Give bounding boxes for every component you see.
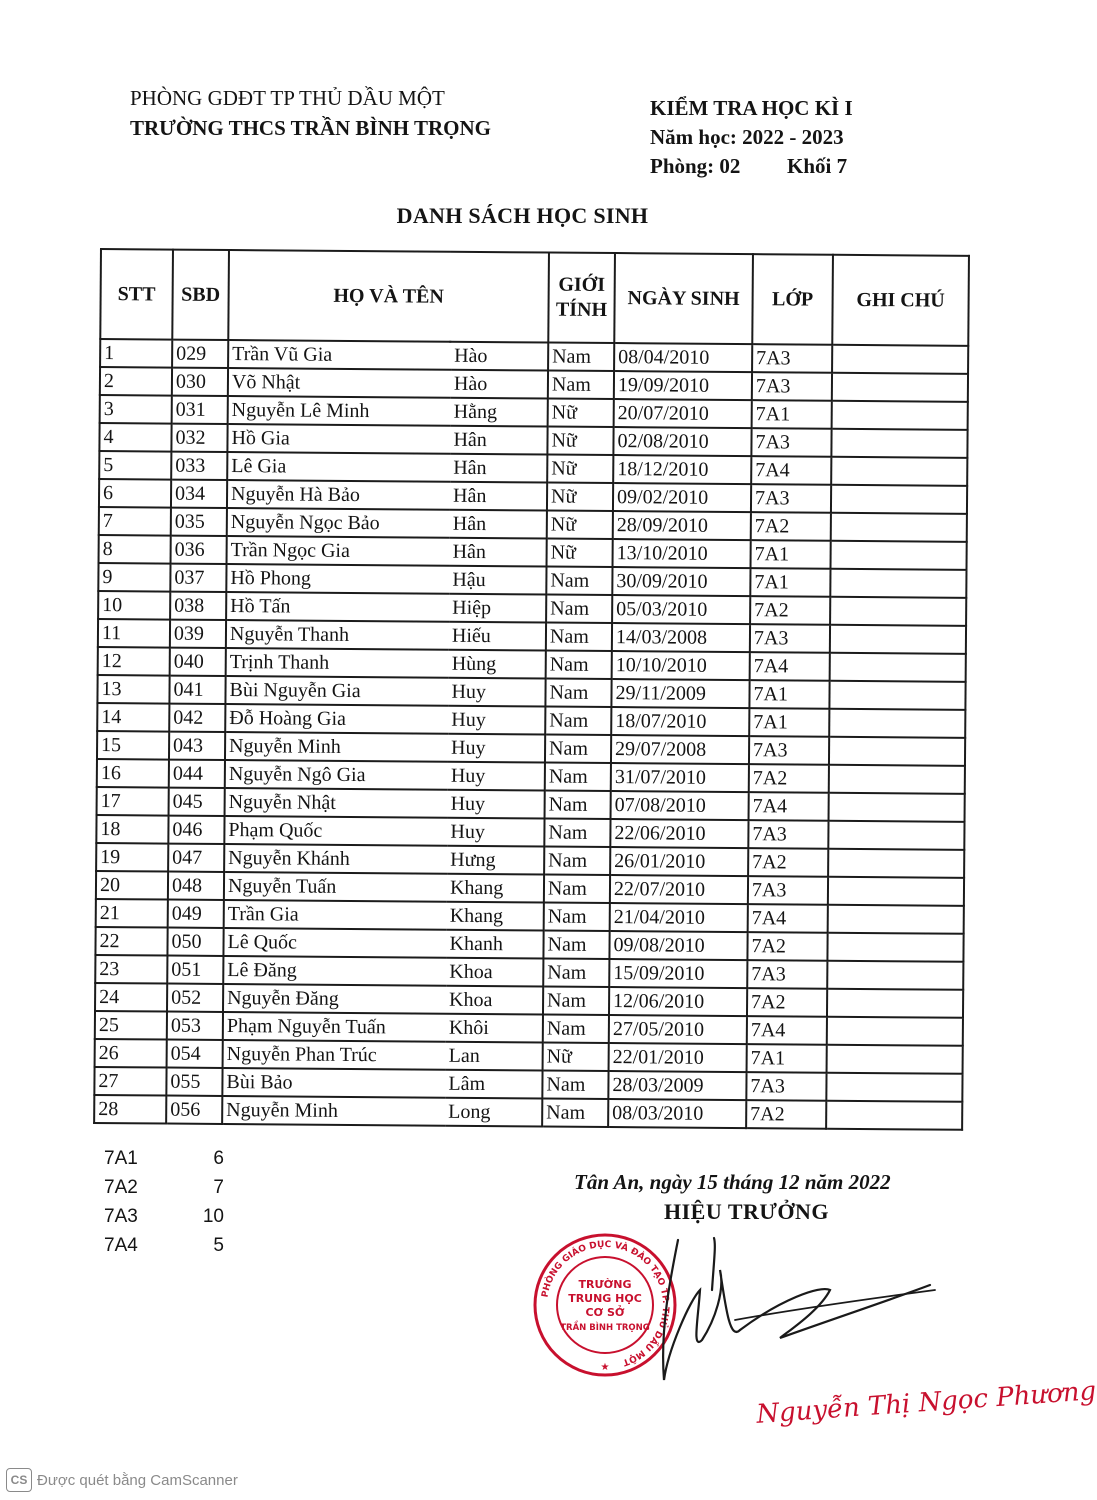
cell-sbd: 030 <box>172 368 228 396</box>
cell-dob: 18/12/2010 <box>613 455 751 484</box>
cell-note <box>832 401 968 430</box>
cell-last-middle-name: Nguyễn Nhật <box>225 788 447 818</box>
cell-sbd: 031 <box>172 396 228 424</box>
signer-title: HIỆU TRƯỞNG <box>664 1199 830 1224</box>
cell-last-middle-name: Nguyễn Thanh <box>226 620 448 650</box>
cell-note <box>830 569 966 598</box>
cell-gender: Nữ <box>547 483 613 512</box>
cell-first-name: Khang <box>446 874 544 903</box>
cell-last-middle-name: Trần Gia <box>224 900 446 930</box>
cell-last-middle-name: Trần Vũ Gia <box>228 340 450 370</box>
summary-count: 5 <box>213 1235 224 1256</box>
cell-sbd: 039 <box>170 620 226 648</box>
cell-note <box>831 429 967 458</box>
student-roster-wrapper <box>93 248 968 1131</box>
cell-note <box>829 765 965 794</box>
cell-last-middle-name: Bùi Bảo <box>222 1068 444 1098</box>
cell-sbd: 043 <box>169 732 225 760</box>
cell-gender: Nam <box>544 819 610 848</box>
cell-gender: Nam <box>544 903 610 932</box>
cell-sbd: 055 <box>166 1068 222 1096</box>
cell-note <box>828 821 964 850</box>
seal-line-4: TRẦN BÌNH TRỌNG <box>560 1323 650 1333</box>
cell-dob: 02/08/2010 <box>613 427 751 456</box>
cell-last-middle-name: Đỗ Hoàng Gia <box>225 704 447 734</box>
cell-dob: 13/10/2010 <box>613 539 751 568</box>
seal-line-1: TRƯỜNG <box>578 1278 632 1291</box>
summary-count: 10 <box>202 1206 224 1227</box>
header-note: GHI CHÚ <box>832 255 969 346</box>
cell-note <box>829 681 965 710</box>
cell-gender: Nữ <box>547 539 613 568</box>
cell-gender: Nam <box>548 343 614 372</box>
cell-stt: 5 <box>99 451 171 480</box>
cell-first-name: Huy <box>447 706 545 735</box>
cell-sbd: 033 <box>171 452 227 480</box>
cell-stt: 20 <box>96 871 168 900</box>
cell-sbd: 037 <box>170 564 226 592</box>
cell-gender: Nữ <box>547 427 613 456</box>
cell-stt: 25 <box>95 1011 167 1040</box>
cell-first-name: Khoa <box>445 958 543 987</box>
cell-note <box>828 849 964 878</box>
cell-sbd: 041 <box>169 676 225 704</box>
seal-line-3: CƠ SỞ <box>585 1306 625 1319</box>
summary-count: 6 <box>213 1148 224 1169</box>
seal-ring-text: PHÒNG GIÁO DỤC VÀ ĐÀO TẠO TP. THỦ DẦU MỘT <box>540 1239 671 1368</box>
document-title: DANH SÁCH HỌC SINH <box>396 203 649 228</box>
cell-class: 7A1 <box>751 540 831 569</box>
cell-note <box>828 905 964 934</box>
summary-row <box>104 1148 244 1177</box>
cell-last-middle-name: Lê Quốc <box>223 928 445 958</box>
cell-note <box>830 653 966 682</box>
cell-dob: 28/09/2010 <box>613 511 751 540</box>
place-and-date: Tân An, ngày 15 tháng 12 năm 2022 <box>574 1170 891 1194</box>
cell-stt: 19 <box>96 843 168 872</box>
cell-first-name: Huy <box>447 734 545 763</box>
cell-gender: Nữ <box>547 455 613 484</box>
cell-class: 7A4 <box>748 904 828 933</box>
cell-first-name: Khang <box>446 902 544 931</box>
cell-gender: Nam <box>543 987 609 1016</box>
cell-class: 7A1 <box>749 680 829 709</box>
cell-stt: 4 <box>99 423 171 452</box>
cell-stt: 21 <box>96 899 168 928</box>
cell-class: 7A3 <box>752 344 832 373</box>
cell-class: 7A4 <box>747 1016 827 1045</box>
cell-first-name: Hùng <box>448 650 546 679</box>
cell-class: 7A2 <box>747 932 827 961</box>
cell-gender: Nam <box>542 1071 608 1100</box>
cell-last-middle-name: Nguyễn Khánh <box>224 844 446 874</box>
department-name: PHÒNG GDĐT TP THỦ DẦU MỘT <box>130 86 445 110</box>
cell-dob: 22/07/2010 <box>610 875 748 904</box>
cell-gender: Nam <box>545 679 611 708</box>
cell-last-middle-name: Nguyễn Phan Trúc <box>223 1040 445 1070</box>
cell-stt: 26 <box>95 1039 167 1068</box>
cell-class: 7A3 <box>751 484 831 513</box>
cell-sbd: 038 <box>170 592 226 620</box>
cell-first-name: Lan <box>445 1042 543 1071</box>
cell-dob: 28/03/2009 <box>608 1071 746 1100</box>
cell-sbd: 052 <box>167 984 223 1012</box>
cell-last-middle-name: Nguyễn Tuấn <box>224 872 446 902</box>
cell-gender: Nam <box>546 651 612 680</box>
cell-stt: 23 <box>95 955 167 984</box>
cell-dob: 29/07/2008 <box>611 735 749 764</box>
cell-gender: Nam <box>544 875 610 904</box>
cell-note <box>832 345 968 374</box>
cell-gender: Nam <box>543 959 609 988</box>
cell-last-middle-name: Hồ Gia <box>227 424 449 454</box>
cell-sbd: 036 <box>171 536 227 564</box>
cell-last-middle-name: Nguyễn Lê Minh <box>228 396 450 426</box>
grade-level: Khối 7 <box>787 154 848 178</box>
cell-class: 7A2 <box>751 512 831 541</box>
cell-first-name: Hưng <box>446 846 544 875</box>
cell-stt: 13 <box>97 675 169 704</box>
cell-note <box>829 793 965 822</box>
table-body <box>94 339 968 1130</box>
cell-first-name: Hiếu <box>448 622 546 651</box>
cell-class: 7A2 <box>746 1100 826 1129</box>
cell-note <box>826 1073 962 1102</box>
cell-dob: 26/01/2010 <box>610 847 748 876</box>
class-summary <box>104 1148 244 1264</box>
cell-gender: Nam <box>545 791 611 820</box>
student-roster-table <box>93 248 970 1131</box>
cell-sbd: 040 <box>170 648 226 676</box>
cell-dob: 22/06/2010 <box>610 819 748 848</box>
header-gender-line2: TÍNH <box>555 298 608 321</box>
cell-class: 7A1 <box>749 708 829 737</box>
cell-class: 7A4 <box>751 456 831 485</box>
cell-stt: 17 <box>97 787 169 816</box>
cell-first-name: Hằng <box>450 398 548 427</box>
cell-gender: Nam <box>543 931 609 960</box>
cell-dob: 08/04/2010 <box>614 343 752 372</box>
summary-class: 7A3 <box>104 1206 138 1227</box>
cell-dob: 19/09/2010 <box>614 371 752 400</box>
cell-sbd: 044 <box>169 760 225 788</box>
header-sbd: SBD <box>172 250 229 340</box>
cell-last-middle-name: Nguyễn Minh <box>222 1096 444 1126</box>
cell-last-middle-name: Hồ Tấn <box>226 592 448 622</box>
cell-dob: 09/02/2010 <box>613 483 751 512</box>
cell-dob: 05/03/2010 <box>612 595 750 624</box>
header-dob: NGÀY SINH <box>614 253 753 344</box>
cell-last-middle-name: Phạm Quốc <box>224 816 446 846</box>
cell-class: 7A1 <box>747 1044 827 1073</box>
cell-stt: 12 <box>98 647 170 676</box>
cell-first-name: Hân <box>449 510 547 539</box>
summary-row <box>104 1206 244 1235</box>
cell-sbd: 035 <box>171 508 227 536</box>
cell-sbd: 045 <box>169 788 225 816</box>
cell-first-name: Lâm <box>444 1070 542 1099</box>
cell-sbd: 048 <box>168 872 224 900</box>
cell-class: 7A3 <box>752 372 832 401</box>
cell-class: 7A2 <box>749 764 829 793</box>
cell-note <box>831 485 967 514</box>
cell-gender: Nam <box>544 847 610 876</box>
cell-class: 7A3 <box>751 428 831 457</box>
cell-first-name: Hậu <box>448 566 546 595</box>
cell-gender: Nam <box>545 707 611 736</box>
cell-stt: 27 <box>94 1067 166 1096</box>
table-row <box>94 1095 962 1130</box>
cell-stt: 24 <box>95 983 167 1012</box>
scanner-watermark <box>6 1468 238 1492</box>
cell-first-name: Hân <box>449 454 547 483</box>
cell-last-middle-name: Trịnh Thanh <box>226 648 448 678</box>
cell-note <box>829 709 965 738</box>
header-full-name: HỌ VÀ TÊN <box>228 250 549 343</box>
cell-gender: Nam <box>546 567 612 596</box>
header-gender <box>548 253 615 344</box>
cell-stt: 1 <box>100 339 172 368</box>
cell-dob: 09/08/2010 <box>609 931 747 960</box>
cell-last-middle-name: Phạm Nguyễn Tuấn <box>223 1012 445 1042</box>
cell-gender: Nam <box>546 595 612 624</box>
cell-gender: Nam <box>548 371 614 400</box>
cell-gender: Nữ <box>548 399 614 428</box>
cell-sbd: 032 <box>171 424 227 452</box>
cell-first-name: Hân <box>449 538 547 567</box>
cell-class: 7A3 <box>748 820 828 849</box>
summary-count: 7 <box>213 1177 224 1198</box>
cell-sbd: 054 <box>167 1040 223 1068</box>
handwritten-signature <box>630 1230 940 1400</box>
cell-last-middle-name: Nguyễn Đăng <box>223 984 445 1014</box>
cell-last-middle-name: Lê Gia <box>227 452 449 482</box>
cell-note <box>827 961 963 990</box>
cell-note <box>827 989 963 1018</box>
cell-first-name: Khôi <box>445 1014 543 1043</box>
cell-last-middle-name: Nguyễn Ngô Gia <box>225 760 447 790</box>
cell-last-middle-name: Hồ Phong <box>226 564 448 594</box>
cell-last-middle-name: Võ Nhật <box>228 368 450 398</box>
cell-dob: 30/09/2010 <box>612 567 750 596</box>
header-stt: STT <box>100 249 173 340</box>
cell-sbd: 034 <box>171 480 227 508</box>
summary-class: 7A1 <box>104 1148 138 1169</box>
cell-sbd: 047 <box>168 844 224 872</box>
cell-sbd: 042 <box>169 704 225 732</box>
cell-note <box>827 1045 963 1074</box>
cell-dob: 15/09/2010 <box>609 959 747 988</box>
cell-class: 7A1 <box>752 400 832 429</box>
cell-dob: 31/07/2010 <box>611 763 749 792</box>
cell-class: 7A4 <box>749 792 829 821</box>
cell-note <box>827 1017 963 1046</box>
summary-row <box>104 1235 244 1264</box>
cell-stt: 22 <box>95 927 167 956</box>
header-class: LỚP <box>752 254 833 345</box>
cell-class: 7A1 <box>750 568 830 597</box>
cell-first-name: Huy <box>447 790 545 819</box>
cell-note <box>831 457 967 486</box>
exam-room: Phòng: 02 <box>650 154 741 178</box>
cell-gender: Nữ <box>543 1043 609 1072</box>
cell-stt: 16 <box>97 759 169 788</box>
cell-first-name: Hào <box>450 342 548 371</box>
cell-class: 7A2 <box>747 988 827 1017</box>
cell-note <box>832 373 968 402</box>
cell-sbd: 029 <box>172 340 228 368</box>
cell-dob: 20/07/2010 <box>614 399 752 428</box>
header-gender-line1: GIỚI <box>558 273 606 296</box>
cell-gender: Nam <box>546 623 612 652</box>
cell-first-name: Long <box>444 1098 542 1127</box>
cell-stt: 10 <box>98 591 170 620</box>
scanner-watermark-text: Được quét bằng CamScanner <box>37 1471 238 1489</box>
summary-class: 7A2 <box>104 1177 138 1198</box>
cell-last-middle-name: Trần Ngọc Gia <box>227 536 449 566</box>
cell-sbd: 051 <box>167 956 223 984</box>
cell-first-name: Hiệp <box>448 594 546 623</box>
cell-gender: Nam <box>542 1099 608 1128</box>
summary-row <box>104 1177 244 1206</box>
cell-gender: Nam <box>543 1015 609 1044</box>
cell-first-name: Huy <box>447 762 545 791</box>
cell-note <box>828 877 964 906</box>
cell-dob: 10/10/2010 <box>612 651 750 680</box>
cell-note <box>829 737 965 766</box>
cell-first-name: Khanh <box>445 930 543 959</box>
cell-dob: 21/04/2010 <box>610 903 748 932</box>
cell-class: 7A3 <box>749 736 829 765</box>
cell-stt: 8 <box>99 535 171 564</box>
svg-text:★: ★ <box>600 1362 610 1373</box>
school-year: Năm học: 2022 - 2023 <box>650 125 844 149</box>
cell-sbd: 049 <box>168 900 224 928</box>
cell-sbd: 053 <box>167 1012 223 1040</box>
cell-dob: 07/08/2010 <box>611 791 749 820</box>
cell-class: 7A2 <box>748 848 828 877</box>
cell-stt: 15 <box>97 731 169 760</box>
cell-dob: 29/11/2009 <box>611 679 749 708</box>
table-header-row <box>100 249 969 346</box>
cell-class: 7A3 <box>748 876 828 905</box>
cell-class: 7A4 <box>750 652 830 681</box>
cell-last-middle-name: Nguyễn Hà Bảo <box>227 480 449 510</box>
cell-gender: Nam <box>545 763 611 792</box>
signer-name: Nguyễn Thị Ngọc Phương <box>755 1376 1097 1430</box>
exam-title: KIỂM TRA HỌC KÌ I <box>650 96 853 120</box>
cell-last-middle-name: Bùi Nguyễn Gia <box>225 676 447 706</box>
cell-class: 7A2 <box>750 596 830 625</box>
cell-stt: 6 <box>99 479 171 508</box>
cell-first-name: Huy <box>446 818 544 847</box>
cell-first-name: Khoa <box>445 986 543 1015</box>
cell-stt: 18 <box>96 815 168 844</box>
cell-sbd: 046 <box>168 816 224 844</box>
cell-note <box>831 513 967 542</box>
cell-stt: 14 <box>97 703 169 732</box>
cell-stt: 28 <box>94 1095 166 1124</box>
cell-stt: 11 <box>98 619 170 648</box>
cell-note <box>830 625 966 654</box>
cell-stt: 7 <box>99 507 171 536</box>
cell-first-name: Hân <box>449 482 547 511</box>
cell-class: 7A3 <box>746 1072 826 1101</box>
cell-note <box>830 597 966 626</box>
cell-last-middle-name: Lê Đăng <box>223 956 445 986</box>
cell-dob: 12/06/2010 <box>609 987 747 1016</box>
school-name: TRƯỜNG THCS TRẦN BÌNH TRỌNG <box>130 116 491 140</box>
cell-note <box>826 1101 962 1130</box>
cell-gender: Nữ <box>547 511 613 540</box>
cell-class: 7A3 <box>750 624 830 653</box>
camscanner-logo-icon: CS <box>6 1468 32 1492</box>
cell-class: 7A3 <box>747 960 827 989</box>
cell-dob: 18/07/2010 <box>611 707 749 736</box>
cell-sbd: 050 <box>167 928 223 956</box>
cell-gender: Nam <box>545 735 611 764</box>
summary-class: 7A4 <box>104 1235 138 1256</box>
cell-last-middle-name: Nguyễn Minh <box>225 732 447 762</box>
cell-stt: 3 <box>100 395 172 424</box>
cell-note <box>827 933 963 962</box>
cell-dob: 27/05/2010 <box>609 1015 747 1044</box>
cell-dob: 14/03/2008 <box>612 623 750 652</box>
seal-line-2: TRUNG HỌC <box>568 1292 642 1305</box>
cell-first-name: Hào <box>450 370 548 399</box>
cell-last-middle-name: Nguyễn Ngọc Bảo <box>227 508 449 538</box>
cell-first-name: Huy <box>447 678 545 707</box>
cell-dob: 22/01/2010 <box>609 1043 747 1072</box>
cell-sbd: 056 <box>166 1096 222 1124</box>
cell-stt: 2 <box>100 367 172 396</box>
cell-dob: 08/03/2010 <box>608 1099 746 1128</box>
cell-stt: 9 <box>98 563 170 592</box>
cell-first-name: Hân <box>449 426 547 455</box>
cell-note <box>831 541 967 570</box>
